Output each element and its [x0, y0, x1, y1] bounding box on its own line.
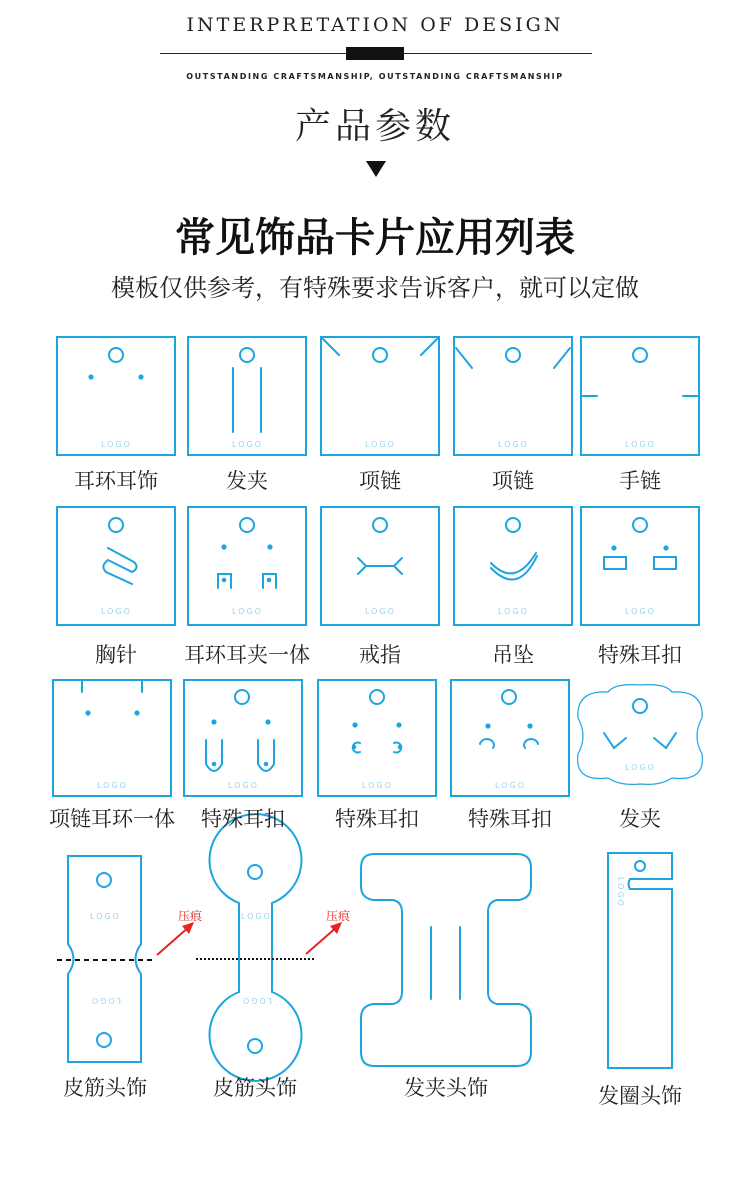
card-special-earring-3: [318, 680, 436, 796]
logo-mark-inverted: LOGO: [90, 996, 121, 1005]
card-label: 耳环耳饰: [74, 469, 158, 493]
main-title: 常见饰品卡片应用列表: [175, 215, 575, 261]
card-special-earring-2: [184, 680, 302, 796]
logo-mark: LOGO: [101, 440, 132, 449]
card-label: 耳环耳夹一体: [184, 643, 310, 667]
card-hairclip: [188, 337, 306, 455]
card-label: 发夹头饰: [404, 1076, 488, 1100]
card-special-earring-4: [451, 680, 569, 796]
section-title: 产品参数: [294, 106, 455, 147]
logo-mark: LOGO: [228, 781, 259, 790]
logo-mark-vertical: LOGO: [615, 877, 625, 908]
card-label: 发夹: [226, 469, 268, 493]
card-label: 特殊耳扣: [335, 807, 419, 831]
logo-mark: LOGO: [625, 763, 656, 772]
card-earring: [57, 337, 175, 455]
logo-mark: LOGO: [232, 440, 263, 449]
card-label: 特殊耳扣: [468, 807, 552, 831]
card-label: 皮筋头饰: [213, 1076, 297, 1100]
crease-arrows: [157, 922, 342, 955]
card-necklace-earring: [53, 680, 171, 796]
logo-mark-inverted: LOGO: [241, 996, 272, 1005]
crease-label: 压痕: [178, 909, 203, 923]
card-hairclip-headwear: [361, 854, 531, 1066]
card-label: 皮筋头饰: [63, 1076, 147, 1100]
card-label: 戒指: [359, 643, 401, 667]
card-label: 手链: [619, 469, 661, 493]
logo-mark: LOGO: [232, 607, 263, 616]
card-bracelet: [581, 337, 699, 455]
header-title: INTERPRETATION OF DESIGN: [186, 14, 564, 36]
logo-mark: LOGO: [625, 440, 656, 449]
logo-mark: LOGO: [625, 607, 656, 616]
logo-mark: LOGO: [495, 781, 526, 790]
main-subtitle: 模板仅供参考，有特殊要求告诉客户，就可以定做: [111, 274, 639, 302]
card-necklace-1: [321, 337, 439, 455]
logo-mark: LOGO: [498, 440, 529, 449]
card-label: 发夹: [619, 807, 661, 831]
card-hairtie-2: [210, 814, 302, 1081]
card-label: 吊坠: [492, 643, 534, 667]
card-label: 特殊耳扣: [201, 807, 285, 831]
logo-mark: LOGO: [365, 440, 396, 449]
card-label: 特殊耳扣: [598, 643, 682, 667]
header-subtitle: OUTSTANDING CRAFTSMANSHIP, OUTSTANDING CRAFTSMANSHIP: [186, 72, 564, 81]
logo-mark: LOGO: [362, 781, 393, 790]
logo-mark: LOGO: [241, 912, 272, 921]
card-label: 项链耳环一体: [49, 807, 175, 831]
card-label: 发圈头饰: [598, 1084, 682, 1108]
card-label: 胸针: [95, 643, 137, 667]
logo-mark: LOGO: [97, 781, 128, 790]
crease-label: 压痕: [326, 909, 351, 923]
card-label: 项链: [359, 469, 401, 493]
logo-mark: LOGO: [101, 607, 132, 616]
card-label: 项链: [492, 469, 534, 493]
logo-mark: LOGO: [365, 607, 396, 616]
logo-mark: LOGO: [498, 607, 529, 616]
logo-mark: LOGO: [90, 912, 121, 921]
card-necklace-2: [454, 337, 572, 455]
